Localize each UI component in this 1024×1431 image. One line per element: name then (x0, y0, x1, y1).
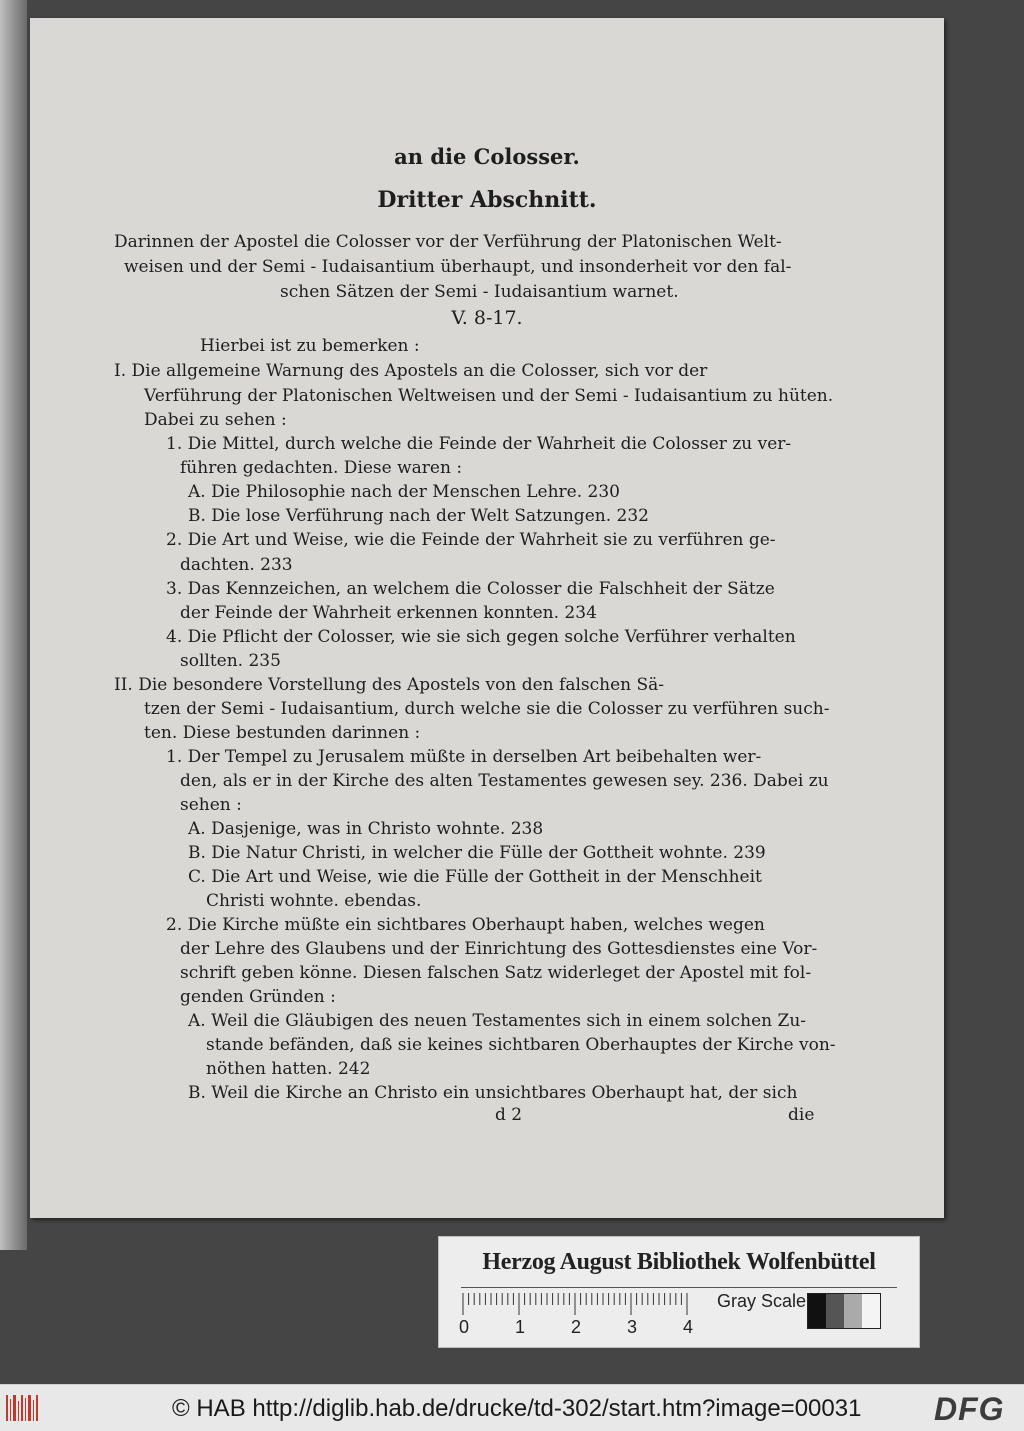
library-name: Herzog August Bibliothek Wolfenbüttel (482, 1249, 876, 1275)
text-line: nöthen hatten. 242 (206, 1059, 371, 1079)
gray-scale-swatches (807, 1293, 881, 1329)
text-line: sollten. 235 (180, 651, 281, 671)
ruler-number: 4 (683, 1317, 694, 1337)
swatch (844, 1294, 862, 1328)
text-line: tzen der Semi - Iudaisantium, durch welche sie die Colosser zu verführen such- (144, 699, 830, 719)
source-link[interactable]: © HAB http://diglib.hab.de/drucke/td-302/start.htm?image=00031 (172, 1395, 862, 1422)
intro-line: weisen und der Semi - Iudaisantium überhaupt, und insonderheit vor den fal- (124, 257, 792, 277)
text-line: B. Die Natur Christi, in welcher die Fülle der Gottheit wohnte. 239 (188, 843, 766, 863)
signature-mark: d 2 (495, 1105, 523, 1125)
text-line: 3. Das Kennzeichen, an welchem die Colosser die Falschheit der Sätze (166, 579, 775, 599)
previous-page-edge (0, 0, 27, 1250)
swatch (862, 1294, 880, 1328)
text-line: B. Die lose Verführung nach der Welt Satzungen. 232 (188, 506, 649, 526)
ruler-number: 1 (515, 1317, 526, 1337)
ruler-number: 0 (459, 1317, 470, 1337)
text-line: A. Dasjenige, was in Christo wohnte. 238 (188, 819, 544, 839)
text-line: der Feinde der Wahrheit erkennen konnten. 234 (180, 603, 597, 623)
scale-ruler-icon (461, 1291, 711, 1317)
scanned-page (30, 18, 944, 1218)
page-heading: an die Colosser. (394, 144, 580, 169)
text-line: II. Die besondere Vorstellung des Apostels von den falschen Sä- (114, 675, 665, 695)
text-line: sehen : (180, 795, 242, 815)
text-line: 4. Die Pflicht der Colosser, wie sie sich gegen solche Verführer verhalten (166, 627, 796, 647)
text-line: Dabei zu sehen : (144, 410, 287, 430)
text-line: I. Die allgemeine Warnung des Apostels an die Colosser, sich vor der (114, 361, 708, 381)
ruler-number: 2 (571, 1317, 582, 1337)
intro-line: Darinnen der Apostel die Colosser vor der Verführung der Platonischen Welt- (114, 232, 782, 252)
scale-ruler-panel (438, 1236, 920, 1348)
text-line: 2. Die Kirche müßte ein sichtbares Oberhaupt haben, welches wegen (166, 915, 765, 935)
text-line: Christi wohnte. ebendas. (206, 891, 422, 911)
verse-reference: V. 8-17. (451, 307, 523, 329)
section-title: Dritter Abschnitt. (377, 187, 597, 213)
ruler-number: 3 (627, 1317, 638, 1337)
text-line: 1. Die Mittel, durch welche die Feinde der Wahrheit die Colosser zu ver- (166, 434, 792, 454)
swatch (808, 1294, 826, 1328)
text-line: führen gedachten. Diese waren : (180, 458, 463, 478)
text-line: der Lehre des Glaubens und der Einrichtung des Gottesdienstes eine Vor- (180, 939, 818, 959)
text-line: schrift geben könne. Diesen falschen Satz widerleget der Apostel mit fol- (180, 963, 812, 983)
text-line: dachten. 233 (180, 555, 293, 575)
gray-scale-label: Gray Scale (717, 1291, 807, 1311)
text-line: A. Die Philosophie nach der Menschen Lehre. 230 (188, 482, 620, 502)
bottom-bar (0, 1384, 1024, 1431)
text-line: 2. Die Art und Weise, wie die Feinde der Wahrheit sie zu verführen ge- (166, 530, 776, 550)
text-line: B. Weil die Kirche an Christo ein unsichtbares Oberhaupt hat, der sich (188, 1083, 798, 1103)
barcode-icon (6, 1395, 40, 1421)
text-line: genden Gründen : (180, 987, 336, 1007)
swatch (826, 1294, 844, 1328)
text-line: stande befänden, daß sie keines sichtbaren Oberhauptes der Kirche von- (206, 1035, 836, 1055)
text-line: C. Die Art und Weise, wie die Fülle der Gottheit in der Menschheit (188, 867, 762, 887)
text-line: ten. Diese bestunden darinnen : (144, 723, 421, 743)
text-line: Verführung der Platonischen Weltweisen und der Semi - Iudaisantium zu hüten. (144, 386, 834, 406)
text-line: Hierbei ist zu bemerken : (200, 336, 420, 356)
intro-line: schen Sätzen der Semi - Iudaisantium warnet. (280, 282, 679, 302)
catchword: die (788, 1105, 815, 1125)
text-line: 1. Der Tempel zu Jerusalem müßte in derselben Art beibehalten wer- (166, 747, 762, 767)
text-line: den, als er in der Kirche des alten Testamentes gewesen sey. 236. Dabei zu (180, 771, 829, 791)
text-line: A. Weil die Gläubigen des neuen Testamentes sich in einem solchen Zu- (188, 1011, 807, 1031)
dfg-logo: DFG (934, 1391, 1005, 1427)
panel-divider (461, 1287, 897, 1288)
